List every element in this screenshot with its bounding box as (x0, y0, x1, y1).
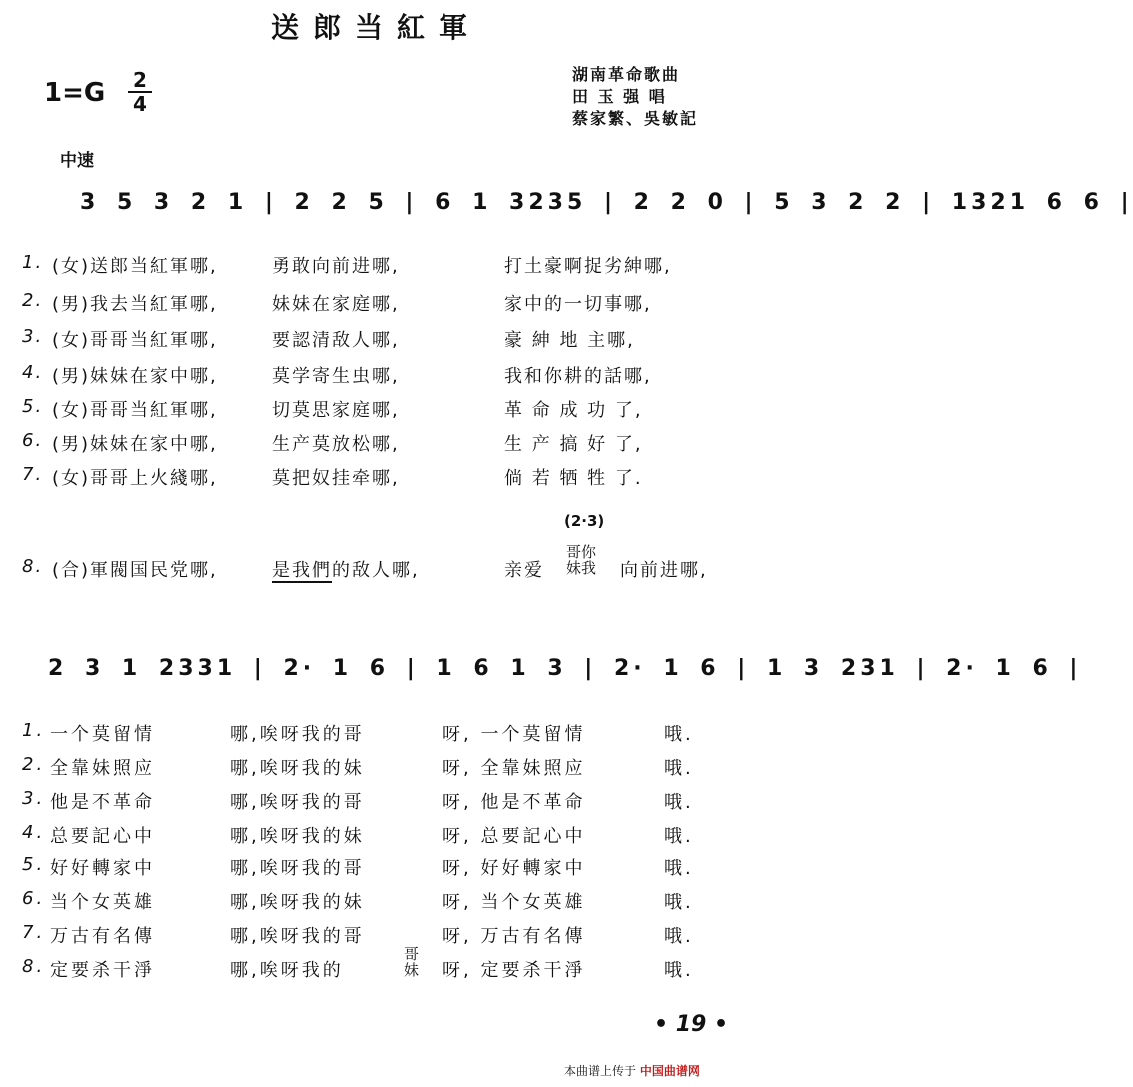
lyric-phrase: 哦. (664, 926, 694, 947)
verse-number: 4. (22, 822, 46, 843)
verse-number: 3. (22, 326, 44, 347)
lyric-phrase: 我和你耕的話哪, (504, 366, 652, 387)
site-logo[interactable]: 中国曲谱网 (639, 1064, 700, 1078)
alt-lyric-stack (404, 946, 419, 978)
tempo-marking: 中速 (60, 151, 94, 171)
verse-number: 4. (22, 362, 44, 383)
verse-number: 2. (22, 754, 46, 775)
verse-number: 7. (22, 464, 44, 485)
lyric-phrase: (男)妹妹在家中哪, (52, 434, 218, 455)
verse-number: 6. (22, 888, 46, 909)
lyric-phrase: 哦. (664, 758, 694, 779)
page-number: • 19 • (654, 1012, 729, 1037)
lyric-phrase: 生产莫放松哪, (272, 434, 400, 455)
lyric-phrase: 总要記心中 (50, 826, 155, 847)
footer-attribution (564, 1062, 700, 1079)
lyric-phrase: (男)我去当紅軍哪, (52, 294, 218, 315)
alt-lyric-top: 哥你 (566, 543, 597, 561)
time-signature (128, 70, 152, 114)
credit-transcriber: 蔡家繁、吳敏記 (572, 109, 699, 128)
lyric-phrase: 全靠妹照应 (50, 758, 155, 779)
lyric-phrase: 哪,唉呀我的哥 (230, 724, 365, 745)
lyric-phrase: 哦. (664, 960, 694, 981)
alt-lyric-bottom: 妹我 (566, 559, 597, 577)
verse-number: 1. (22, 720, 46, 741)
lyric-phrase: 呀, 当个女英雄 (442, 892, 586, 913)
lyric-phrase: (女)哥哥当紅軍哪, (52, 330, 218, 351)
credit-source: 湖南革命歌曲 (572, 65, 681, 84)
time-signature-top: 2 (133, 68, 147, 92)
lyric-phrase: 哪,唉呀我的妹 (230, 826, 365, 847)
alt-lyric-bottom: 妹 (404, 961, 420, 979)
verse-number: 5. (22, 854, 46, 875)
lyric-phrase-group (272, 556, 420, 582)
lyric-phrase: 生 产 搞 好 了, (504, 434, 643, 455)
notation-line-2: 2 3 1 2331 | 2· 1 6 | 1 6 1 3 | 2· 1 6 | 1 3 231 | 2· 1 6 | (48, 656, 1082, 681)
lyric-phrase: 好好轉家中 (50, 858, 155, 879)
lyric-phrase: (女)哥哥上火綫哪, (52, 468, 218, 489)
lyric-phrase: 呀, 好好轉家中 (442, 858, 586, 879)
verse-number: 3. (22, 788, 46, 809)
time-signature-bottom: 4 (133, 92, 147, 116)
lyric-phrase: 勇敢向前进哪, (272, 256, 400, 277)
lyric-phrase: 呀, 万古有名傳 (442, 926, 586, 947)
lyric-phrase: 哪,唉呀我的妹 (230, 892, 365, 913)
lyric-phrase: (男)妹妹在家中哪, (52, 366, 218, 387)
lyric-phrase: 一个莫留情 (50, 724, 155, 745)
lyric-phrase: 呀, 总要記心中 (442, 826, 586, 847)
lyric-phrase: 当个女英雄 (50, 892, 155, 913)
verse-reference: (2·3) (564, 512, 605, 530)
lyric-phrase: 哦. (664, 892, 694, 913)
lyric-phrase: 倘 若 牺 牲 了. (504, 468, 643, 489)
lyric-phrase: 呀, 一个莫留情 (442, 724, 586, 745)
lyric-phrase: 妹妹在家庭哪, (272, 294, 400, 315)
lyric-phrase: 革 命 成 功 了, (504, 400, 643, 421)
credit-singer: 田 玉 强 唱 (572, 87, 667, 106)
lyric-phrase: 定要杀干淨 (50, 960, 155, 981)
lyric-phrase: 哦. (664, 826, 694, 847)
lyric-phrase: 哪,唉呀我的妹 (230, 758, 365, 779)
key-signature: 1=G (44, 78, 106, 108)
lyric-phrase: 哪,唉呀我的 (230, 960, 344, 981)
verse-number: 6. (22, 430, 44, 451)
song-title: 送郎当紅軍 (270, 11, 481, 44)
lyric-phrase: (女)哥哥当紅軍哪, (52, 400, 218, 421)
lyric-phrase: 他是不革命 (50, 792, 155, 813)
lyric-phrase: 家中的一切事哪, (504, 294, 652, 315)
lyric-phrase: (合)軍閥国民党哪, (52, 560, 218, 581)
alt-lyric-top: 哥 (404, 945, 420, 963)
lyric-phrase: 的敌人哪, (332, 560, 420, 581)
alt-lyric-stack (566, 544, 596, 576)
lyric-phrase: 哦. (664, 792, 694, 813)
lyric-phrase: 切莫思家庭哪, (272, 400, 400, 421)
notation-line-1: 3 5 3 2 1 | 2 2 5 | 6 1 3235 | 2 2 0 | 5 3 2 2 | 1321 6 6 | (80, 190, 1133, 215)
lyric-phrase: 万古有名傳 (50, 926, 155, 947)
lyric-phrase: 呀, 他是不革命 (442, 792, 586, 813)
verse-number: 8. (22, 556, 44, 577)
lyric-phrase: 打土豪啊捉劣紳哪, (504, 256, 672, 277)
lyric-phrase: 呀, 全靠妹照应 (442, 758, 586, 779)
lyric-phrase: 哦. (664, 858, 694, 879)
lyric-phrase: 豪 紳 地 主哪, (504, 330, 635, 351)
verse-number: 2. (22, 290, 44, 311)
lyric-phrase: 要認清敌人哪, (272, 330, 400, 351)
lyric-phrase: (女)送郎当紅軍哪, (52, 256, 218, 277)
lyric-phrase: 哪,唉呀我的哥 (230, 858, 365, 879)
lyric-phrase: 莫学寄生虫哪, (272, 366, 400, 387)
lyric-phrase: 哪,唉呀我的哥 (230, 792, 365, 813)
verse-number: 5. (22, 396, 44, 417)
verse-number: 8. (22, 956, 46, 977)
footer-text: 本曲谱上传于 (564, 1064, 637, 1078)
lyric-phrase: 哪,唉呀我的哥 (230, 926, 365, 947)
lyric-phrase: 亲爱 (504, 560, 544, 581)
lyric-phrase: 呀, 定要杀干淨 (442, 960, 586, 981)
verse-number: 1. (22, 252, 44, 273)
lyric-phrase: 向前进哪, (620, 560, 708, 581)
lyric-phrase: 莫把奴挂牵哪, (272, 468, 400, 489)
verse-number: 7. (22, 922, 46, 943)
lyric-phrase: 哦. (664, 724, 694, 745)
marked-lyric: 是我們 (272, 560, 332, 581)
